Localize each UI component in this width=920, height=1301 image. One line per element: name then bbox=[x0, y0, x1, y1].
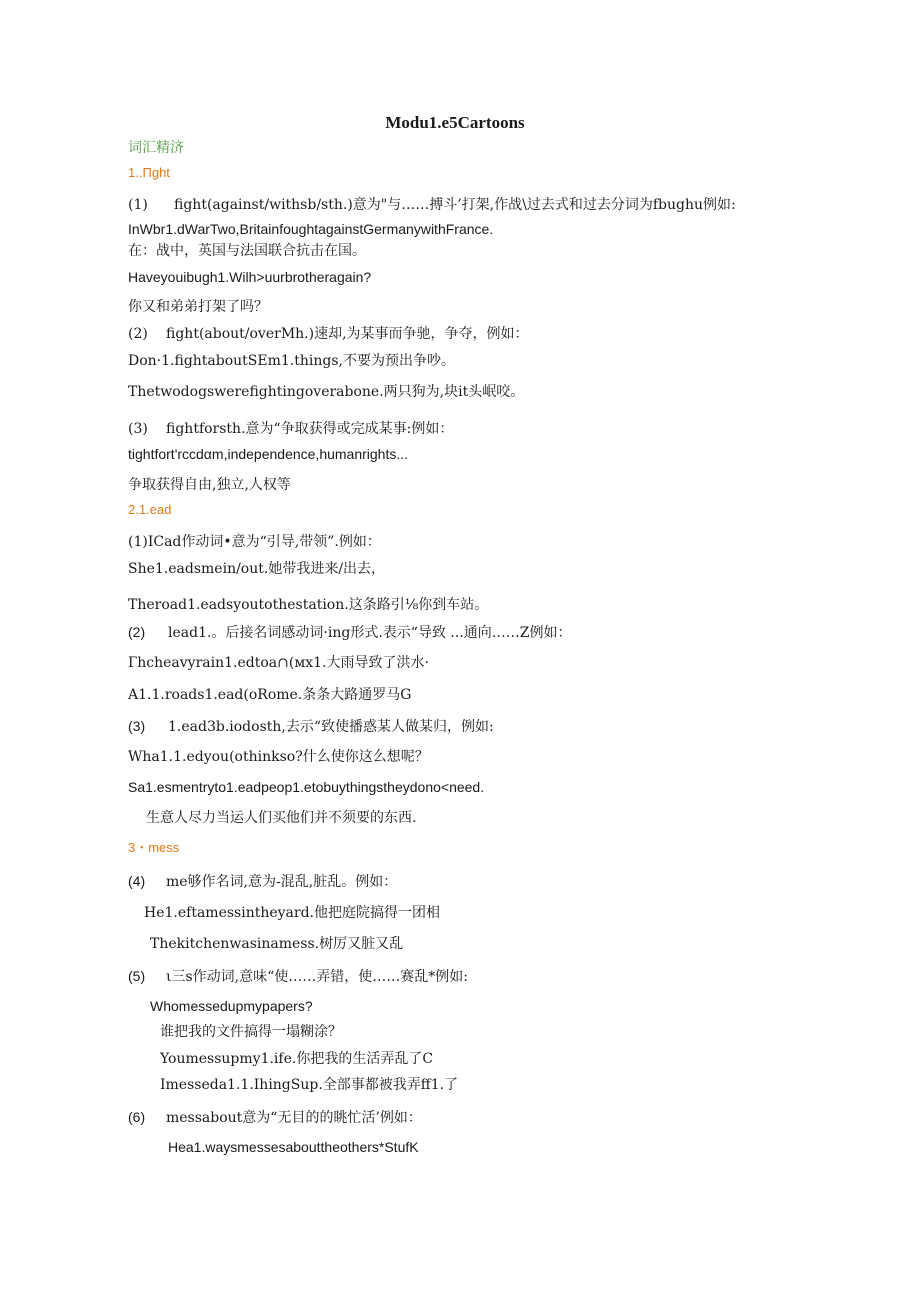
line-text: fight(about/overMh.)速却,为某事而争驰，争夺，例如： bbox=[166, 326, 529, 342]
line-14: Theroad1.eadsyoutothestation.这条路引⅛你到车站。 bbox=[128, 597, 489, 613]
point-marker: (4) bbox=[128, 873, 146, 889]
line-1 bbox=[128, 195, 736, 214]
line-7: Don·1.fightaboutSEm1.things,不要为预出争吵。 bbox=[128, 353, 455, 369]
line-31: Hea1.waysmessesabouttheothers*StufK bbox=[168, 1139, 419, 1155]
line-8: Thetwodogswerefightingoverabone.两只狗为,块it头岷咬。 bbox=[128, 384, 525, 400]
line-28: Youmessupmy1.ife.你把我的生活弄乱了C bbox=[160, 1051, 434, 1067]
section-heading: 词汇精济 bbox=[128, 140, 184, 156]
line-2: InWbr1.dWarTwo,BritainfoughtagainstGermanywithFrance. bbox=[128, 221, 494, 237]
item-heading-fight: 1..Πght bbox=[128, 165, 170, 180]
line-22 bbox=[128, 872, 397, 891]
line-21: 生意人尽力当运人们买他们并不须要的东西. bbox=[146, 810, 417, 826]
point-marker: (5) bbox=[128, 968, 146, 984]
line-18 bbox=[128, 717, 494, 736]
line-26: Whomessedupmypapers? bbox=[150, 998, 313, 1014]
line-5: 你又和弟弟打架了吗？ bbox=[128, 299, 268, 315]
line-27: 谁把我的文件搞得一塌糊涂？ bbox=[160, 1024, 342, 1040]
line-17: A1.1.roads1.ead(oRome.条条大路通罗马G bbox=[128, 687, 412, 703]
line-15 bbox=[128, 623, 571, 642]
line-12: (1)ICad作动词•意为“引导,带领”.例如： bbox=[128, 534, 381, 550]
line-text: ι三s作动词,意味“使……弄错，使……赛乱*例如: bbox=[166, 969, 468, 985]
page-title: Modu1.e5Cartoons bbox=[385, 113, 525, 132]
point-marker: (3) bbox=[128, 718, 146, 734]
line-9 bbox=[128, 419, 453, 438]
line-30 bbox=[128, 1108, 422, 1127]
line-11: 争取获得自由,独立,人权等 bbox=[128, 477, 291, 493]
line-24: Thekitchenwasinamess.树厉又脏又乱 bbox=[150, 936, 404, 952]
point-marker: (2) bbox=[128, 326, 148, 342]
line-6 bbox=[128, 324, 529, 343]
line-text: me够作名词,意为-混乱,脏乱。例如： bbox=[166, 874, 398, 890]
point-marker: (2) bbox=[128, 624, 146, 640]
item-heading-lead: 2.1.ead bbox=[128, 502, 172, 517]
point-marker: (6) bbox=[128, 1109, 146, 1125]
line-23: He1.eftamessintheyard.他把庭院搞得一团相 bbox=[144, 905, 441, 921]
line-text: fightforsth.意为“争取获得或完成某事:例如： bbox=[166, 421, 454, 437]
line-text: lead1.。后接名词感动词·ing形式.表示“导致 ...通向……Z例如： bbox=[168, 625, 572, 641]
line-text: messabout意为“无目的的眺忙活’例如： bbox=[166, 1110, 422, 1126]
line-16: Гhcheavyrain1.edtoa∩(мx1.大雨导致了洪水· bbox=[128, 655, 429, 671]
line-4: Haveyouibugh1.Wilh>uurbrotheragain? bbox=[128, 269, 372, 285]
line-25 bbox=[128, 967, 468, 986]
line-20: Sa1.esmentryto1.eadpeop1.etobuythingstheydono<need. bbox=[128, 779, 485, 795]
line-13: She1.eadsmein/out.她带我进来/出去， bbox=[128, 561, 386, 577]
line-text: 1.ead3b.iodosth,去示“致使播惑某人做某归，例如: bbox=[168, 719, 494, 735]
line-19: Wha1.1.edyou(othinkso?什么使你这么想呢？ bbox=[128, 749, 429, 765]
point-marker: (1) bbox=[128, 197, 148, 213]
line-10: tightfort'rccdαm,independence,humanrights... bbox=[128, 446, 409, 462]
item-heading-mess: 3・mess bbox=[128, 840, 180, 855]
line-3: 在：战中，英国与法国联合抗击在国。 bbox=[128, 243, 366, 259]
point-marker: (3) bbox=[128, 421, 148, 437]
line-text: fight(against/withsb∕sth.)意为"与……搏斗’打架,作战\过去式和过去分词为fbughu例如: bbox=[174, 197, 736, 213]
line-29: Imesseda1.1.IhingSup.全部事都被我弄ff1.了 bbox=[160, 1077, 459, 1093]
